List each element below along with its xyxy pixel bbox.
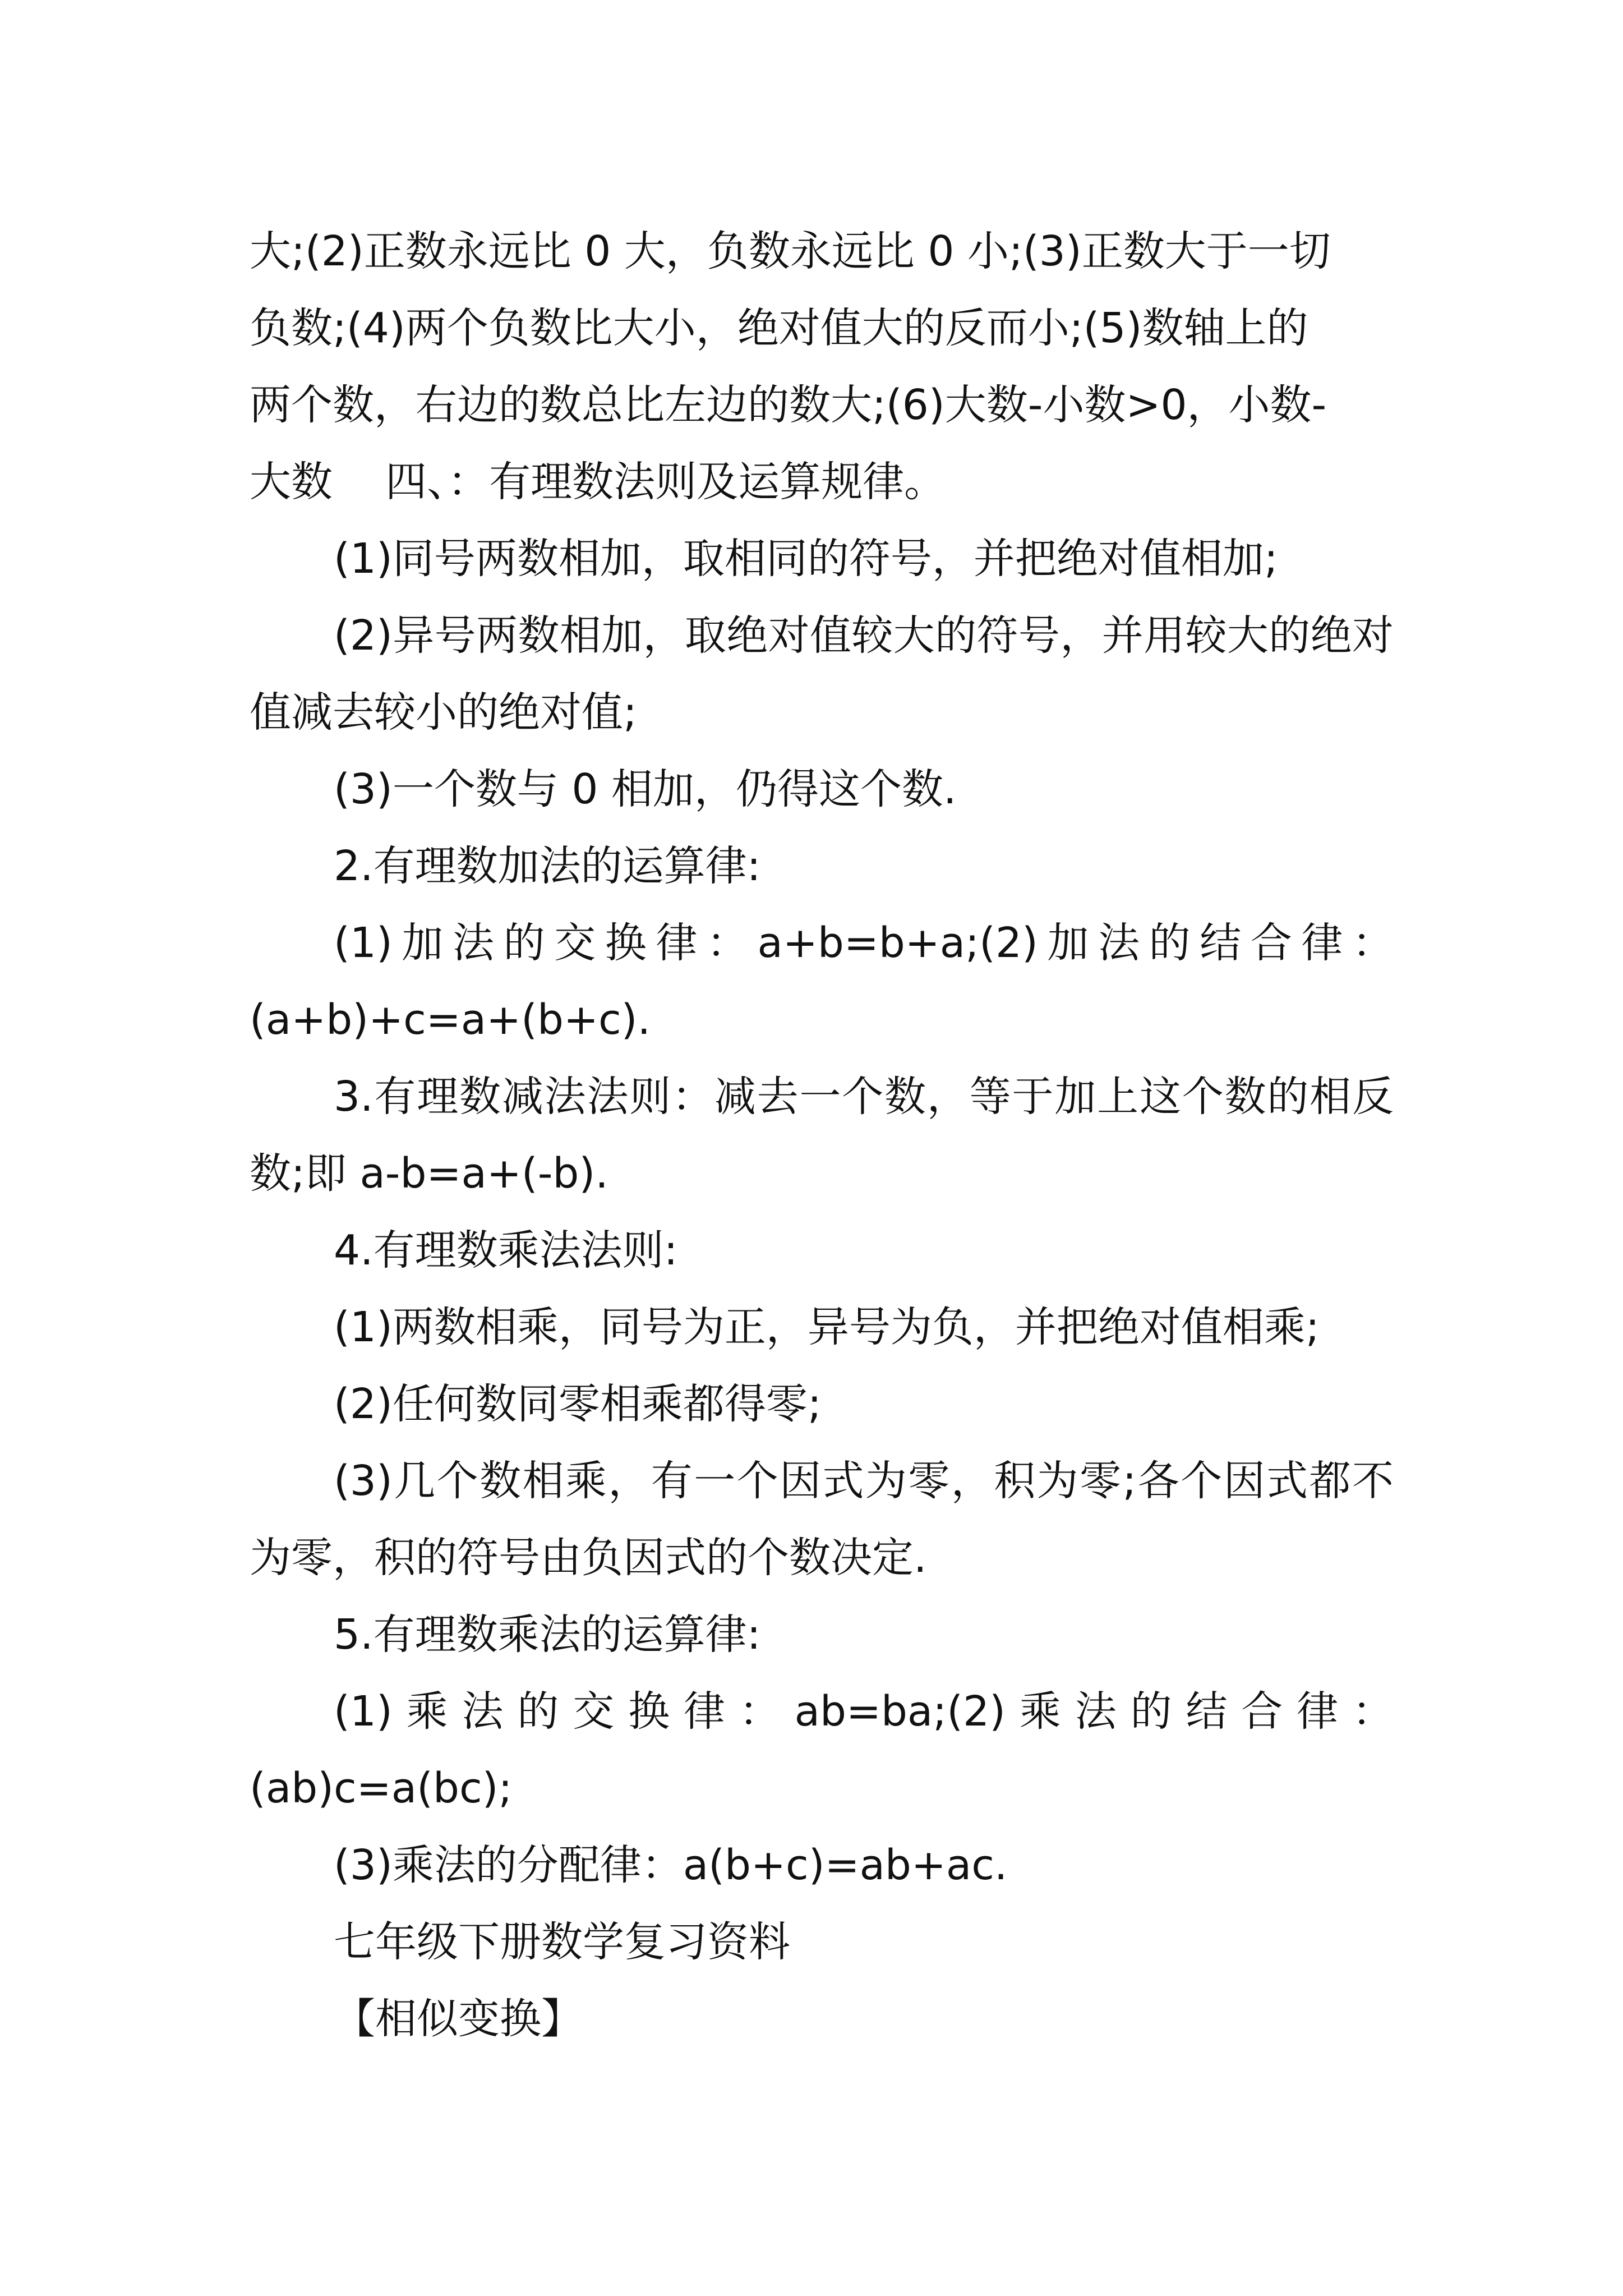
multiplication-rule-1: (1)两数相乘，同号为正，异号为负，并把绝对值相乘; bbox=[334, 1303, 1320, 1351]
multiplication-rule-2: (2)任何数同零相乘都得零; bbox=[334, 1380, 822, 1428]
heading-multiplication-laws: 5.有理数乘法的运算律: bbox=[334, 1611, 761, 1659]
heading-multiplication-rule: 4.有理数乘法法则: bbox=[334, 1226, 678, 1274]
multiplication-distributive-law: (3)乘法的分配律：a(b+c)=ab+ac. bbox=[334, 1841, 1008, 1889]
addition-rule-2: (2)异号两数相加，取绝对值较大的符号，并用较大的绝对值减去较小的绝对值; bbox=[250, 611, 1394, 737]
addition-laws-paragraph bbox=[250, 905, 1394, 1059]
multiplication-laws-line: (ab)c=a(bc); bbox=[250, 1764, 513, 1812]
multiplication-rule-3: (3)几个数相乘，有一个因式为零，积为零;各个因式都不为零，积的符号由负因式的个数决定. bbox=[250, 1457, 1394, 1582]
addition-laws-line: (1)加法的交换律：a+b=b+a;(2)加法的结合律： bbox=[334, 919, 1394, 967]
addition-rule-3: (3)一个数与 0 相加，仍得这个数. bbox=[334, 765, 957, 813]
document-body bbox=[250, 213, 1394, 2058]
heading-subtraction-rule: 3.有理数减法法则：减去一个数，等于加上这个数的相反数;即 a-b=a+(-b). bbox=[250, 1073, 1394, 1198]
multiplication-laws-paragraph bbox=[250, 1673, 1394, 1827]
section-title: 七年级下册数学复习资料 bbox=[334, 1918, 790, 1966]
multiplication-laws-line: (1)乘法的交换律：ab=ba;(2)乘法的结合律： bbox=[334, 1687, 1394, 1736]
heading-addition-laws: 2.有理数加法的运算律: bbox=[334, 842, 761, 890]
subsection-title: 【相似变换】 bbox=[334, 1995, 583, 2043]
addition-laws-line: (a+b)+c=a+(b+c). bbox=[250, 996, 651, 1044]
intro-paragraph bbox=[250, 213, 1394, 521]
intro-line: 大数 四、：有理数法则及运算规律。 bbox=[250, 458, 946, 506]
intro-line: 大;(2)正数永远比 0 大，负数永远比 0 小;(3)正数大于一切 bbox=[250, 227, 1331, 275]
addition-rule-1: (1)同号两数相加，取相同的符号，并把绝对值相加; bbox=[334, 535, 1278, 583]
intro-line: 两个数，右边的数总比左边的数大;(6)大数-小数>0，小数- bbox=[250, 381, 1327, 429]
intro-line: 负数;(4)两个负数比大小，绝对值大的反而小;(5)数轴上的 bbox=[250, 304, 1308, 352]
